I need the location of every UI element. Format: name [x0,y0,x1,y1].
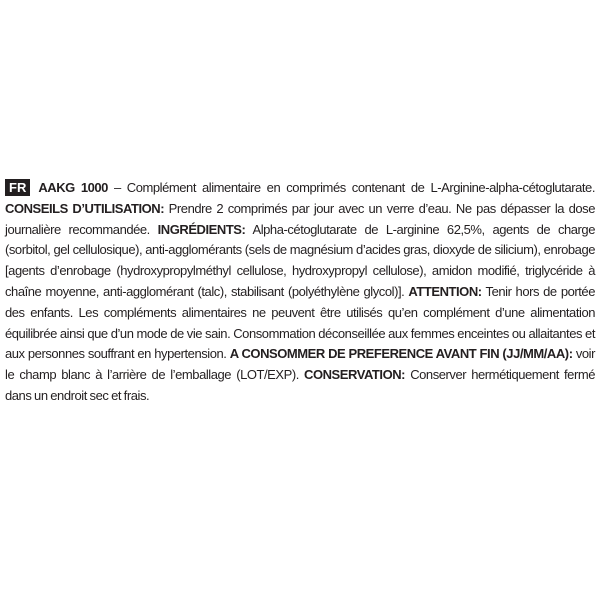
product-name: AAKG 1000 [38,180,108,195]
ingredients-text: Alpha-cétoglutarate de L-arginine 62,5%, agents de charge (sorbitol, gel cellulosique), anti-agglomérants (sels de magnésium d’acides gras, dioxyde de silicium), enrobage [agents d’enrobage (hydroxypropylméthyl cellulose, hydroxypropyl cellulose), amidon modifié, triglycéride à chaîne moyenne, anti-agglomérant (talc), stabilisant (polyéthylène glycol)]. [5,221,595,299]
attention-heading: ATTENTION: [408,283,482,299]
usage-heading: CONSEILS D’UTILISATION: [5,200,165,216]
product-description: – Complément alimentaire en comprimés contenant de L-Arginine-alpha-cétoglutarate. [107,180,595,195]
ingredients-heading: INGRÉDIENTS: [157,221,246,237]
product-label-text [5,178,595,407]
usage-text: Prendre 2 comprimés par jour avec un verre d’eau. Ne pas dépasser la dose journalière recommandée. [5,200,595,237]
attention-text: Tenir hors de portée des enfants. Les compléments alimentaires ne peuvent être utilisés qu’en complément d’une alimentation équilibrée ainsi que d’un mode de vie sain. Consommation déconseillée aux femmes enceintes ou allaitantes et aux personnes souffrant en hypertension. [5,283,595,362]
best-before-heading: A CONSOMMER DE PREFERENCE AVANT FIN (JJ/MM/AA): [229,346,573,362]
best-before-text: voir le champ blanc à l’arrière de l’emballage (LOT/EXP). [5,346,596,383]
language-badge: FR [5,179,30,196]
storage-text: Conserver hermétiquement fermé dans un endroit sec et frais. [5,367,595,403]
storage-heading: CONSERVATION: [304,367,406,383]
